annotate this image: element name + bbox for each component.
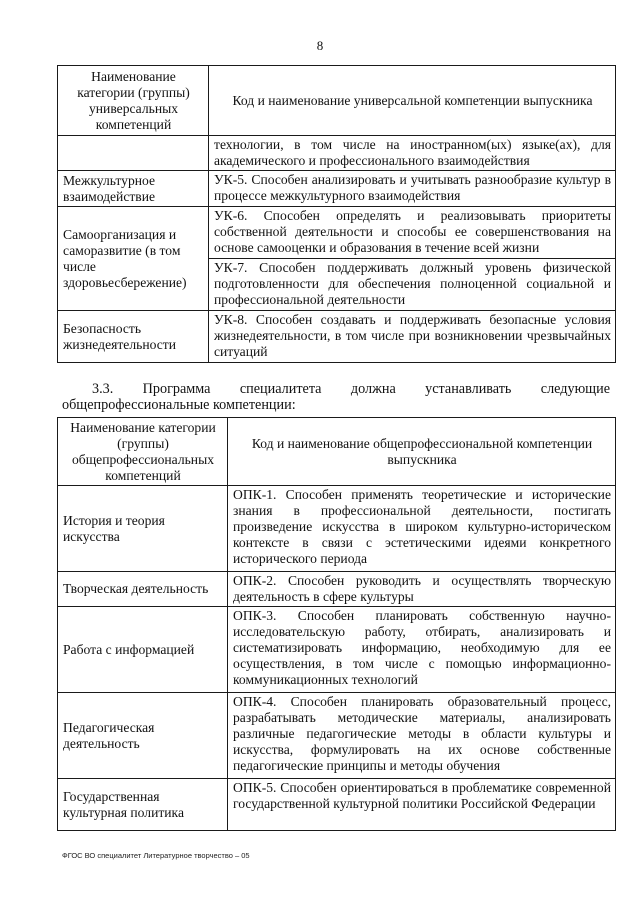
category-cell: Государственная культурная политика bbox=[58, 779, 228, 831]
category-cell: Работа с информацией bbox=[58, 607, 228, 693]
section-paragraph bbox=[62, 381, 610, 413]
competence-cell: ОПК-1. Способен применять теоретические и исторические знания в профессиональной деятельности, постигать произведение искусства в широком культурно-историческом контексте в связи с эстетическими идеями конкретного исторического периода bbox=[228, 486, 616, 572]
category-cell: Самоорганизация и саморазвитие (в том числе здоровьесбережение) bbox=[58, 207, 209, 311]
table-row bbox=[58, 207, 616, 259]
paragraph-line-2: общепрофессиональные компетенции: bbox=[62, 397, 296, 413]
header-category-cell: Наименование категории (группы) общепрофессиональных компетенций bbox=[58, 418, 228, 486]
universal-competencies-table bbox=[57, 65, 616, 363]
table-row bbox=[58, 171, 616, 207]
table-row bbox=[58, 779, 616, 831]
table-row bbox=[58, 572, 616, 607]
table-header-row bbox=[58, 66, 616, 136]
category-cell: Межкультурное взаимодействие bbox=[58, 171, 209, 207]
competence-cell: ОПК-5. Способен ориентироваться в проблематике современной государственной культурной политики Российской Федерации bbox=[228, 779, 616, 831]
competence-cell: ОПК-4. Способен планировать образовательный процесс, разрабатывать методические материалы, анализировать различные педагогические методы в области культуры и искусства, формулировать на их основе собственные педагогические принципы и методы обучения bbox=[228, 693, 616, 779]
table-row bbox=[58, 136, 616, 171]
competence-cell: УК-7. Способен поддерживать должный уровень физической подготовленности для обеспечения полноценной социальной и профессиональной деятельности bbox=[209, 259, 616, 311]
competence-cell: ОПК-2. Способен руководить и осуществлять творческую деятельность в сфере культуры bbox=[228, 572, 616, 607]
table-row bbox=[58, 311, 616, 363]
competence-cell: УК-8. Способен создавать и поддерживать безопасные условия жизнедеятельности, в том числе при возникновении чрезвычайных ситуаций bbox=[209, 311, 616, 363]
table-row bbox=[58, 693, 616, 779]
category-cell: Творческая деятельность bbox=[58, 572, 228, 607]
header-code-cell: Код и наименование общепрофессиональной компетенции выпускника bbox=[228, 418, 616, 486]
page-footer: ФГОС ВО специалитет Литературное творчество – 05 bbox=[62, 851, 250, 860]
table-row bbox=[58, 607, 616, 693]
competence-cell: УК-6. Способен определять и реализовывать приоритеты собственной деятельности и способы ее совершенствования на основе самооценки и образования в течение всей жизни bbox=[209, 207, 616, 259]
page-number: 8 bbox=[316, 38, 324, 53]
category-cell: История и теория искусства bbox=[58, 486, 228, 572]
competence-cell: технологии, в том числе на иностранном(ых) языке(ах), для академического и профессионального взаимодействия bbox=[209, 136, 616, 171]
category-cell: Безопасность жизнедеятельности bbox=[58, 311, 209, 363]
competence-cell: ОПК-3. Способен планировать собственную научно-исследовательскую работу, отбирать, анализировать и систематизировать информацию, необходимую для ее осуществления, в том числе с помощью информационно-коммуникационных технологий bbox=[228, 607, 616, 693]
table-row bbox=[58, 486, 616, 572]
paragraph-line-1: 3.3. Программа специалитета должна устанавливать следующие bbox=[92, 381, 610, 397]
category-cell bbox=[58, 136, 209, 171]
category-cell: Педагогическая деятельность bbox=[58, 693, 228, 779]
general-professional-competencies-table bbox=[57, 417, 616, 831]
header-code-cell: Код и наименование универсальной компетенции выпускника bbox=[209, 66, 616, 136]
table-header-row bbox=[58, 418, 616, 486]
header-category-cell: Наименование категории (группы) универсальных компетенций bbox=[58, 66, 209, 136]
competence-cell: УК-5. Способен анализировать и учитывать разнообразие культур в процессе межкультурного взаимодействия bbox=[209, 171, 616, 207]
